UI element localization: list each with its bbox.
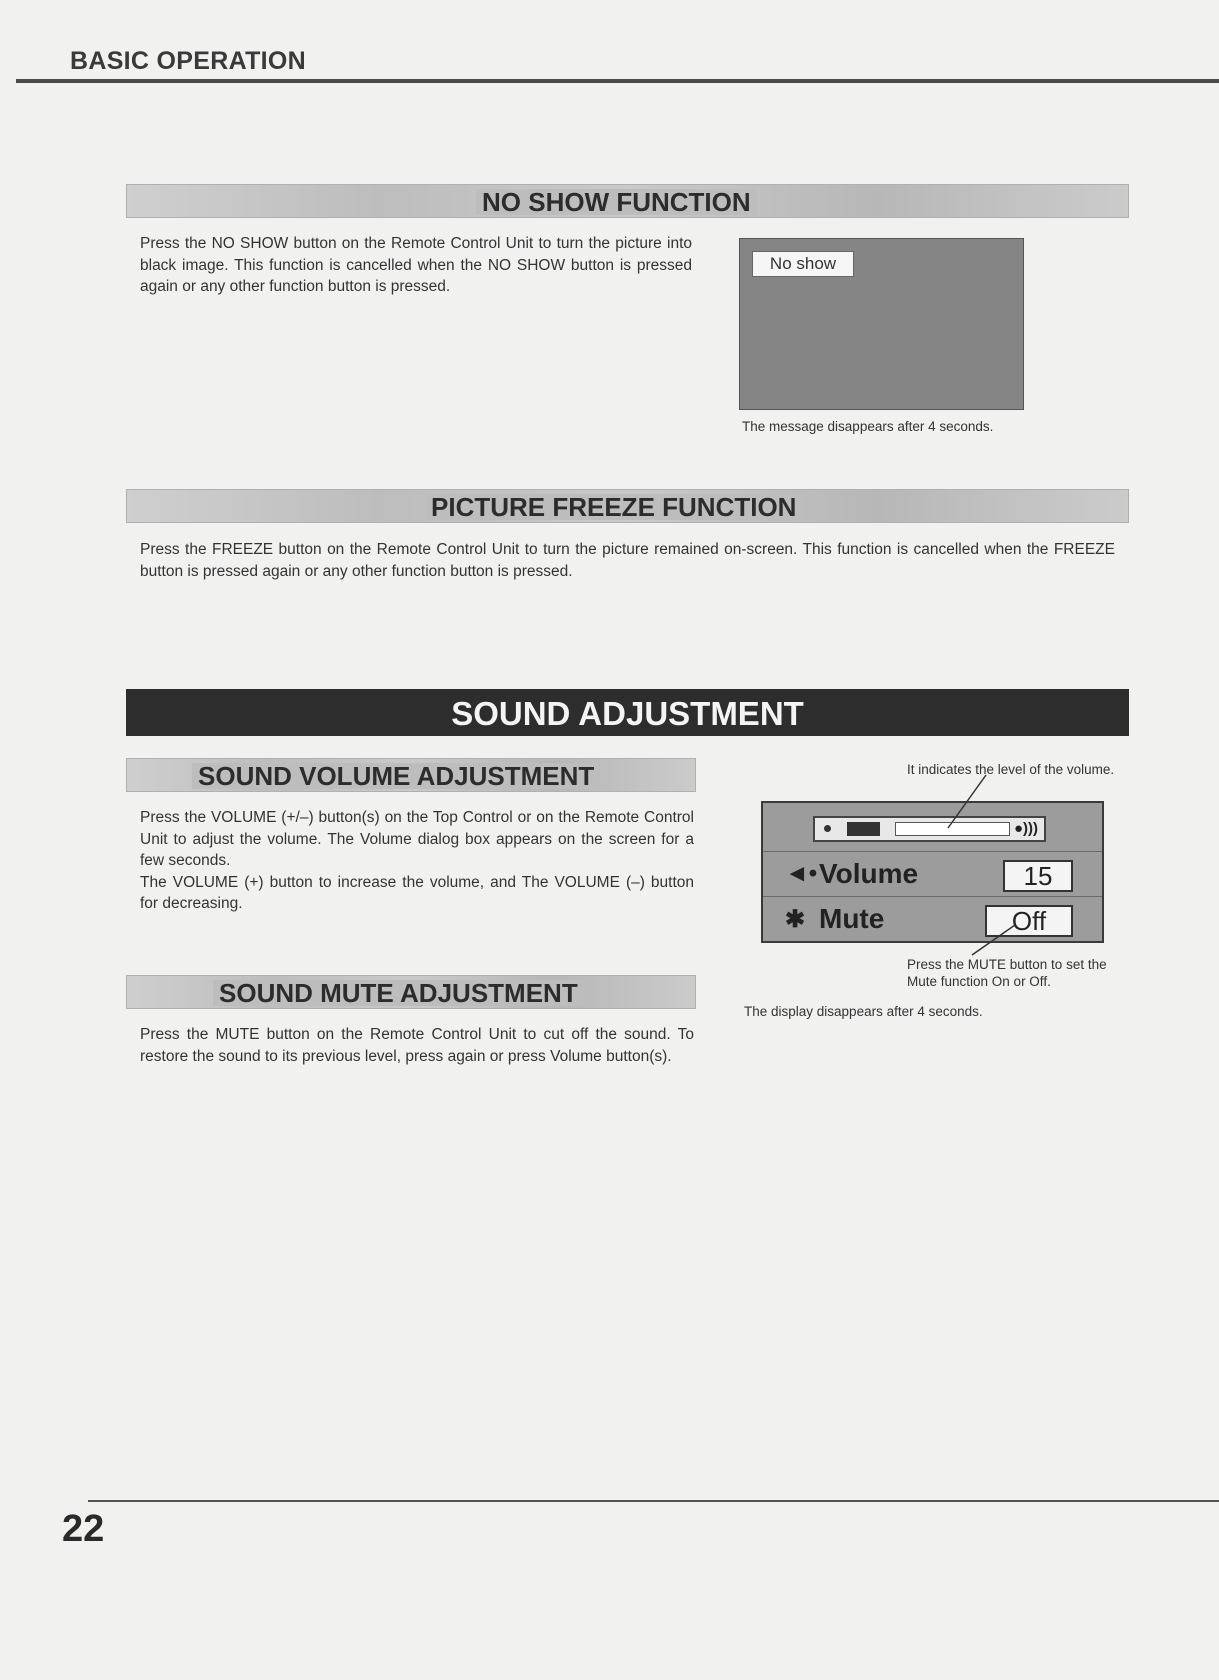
footer-rule [88, 1500, 1219, 1502]
sound-dialog-caption: The display disappears after 4 seconds. [744, 1004, 983, 1019]
speaker-icon: ◄• [785, 860, 818, 887]
mute-callout-pointer [972, 925, 1015, 955]
volume-max-icon: ●))) [1013, 820, 1038, 837]
mute-label: Mute [819, 903, 885, 934]
picture-freeze-title: PICTURE FREEZE FUNCTION [425, 494, 802, 520]
mute-callout-line-2: Mute function On or Off. [907, 974, 1051, 989]
sound-volume-title: SOUND VOLUME ADJUSTMENT [192, 763, 600, 789]
sound-mute-body: Press the MUTE button on the Remote Control Unit to cut off the sound. To restore the sound to its previous level, press again or press Volume button(s). [140, 1026, 694, 1065]
mute-callout-line-1: Press the MUTE button to set the [907, 957, 1107, 972]
volume-callout-pointer [948, 775, 986, 828]
page-number: 22 [62, 1508, 105, 1550]
no-show-title: NO SHOW FUNCTION [476, 189, 757, 215]
sound-mute-title: SOUND MUTE ADJUSTMENT [213, 980, 584, 1006]
volume-level-callout: It indicates the level of the volume. [907, 762, 1115, 777]
mute-value: Off [985, 905, 1073, 937]
sound-volume-body-paragraph-1: Press the VOLUME (+/–) button(s) on the Top Control or on the Remote Control Unit to adjust the volume. The Volume dialog box appears on the screen for a few seconds. [140, 809, 694, 869]
mute-icon: ✱ [785, 906, 806, 933]
volume-value: 15 [1003, 860, 1073, 892]
page-header-title: BASIC OPERATION [70, 47, 306, 75]
picture-freeze-body: Press the FREEZE button on the Remote Control Unit to turn the picture remained on-screen. This function is cancelled when the FREEZE button is pressed again or any other function button is pressed. [140, 541, 1115, 580]
sound-adjustment-title: SOUND ADJUSTMENT [451, 695, 804, 732]
no-show-body: Press the NO SHOW button on the Remote Control Unit to turn the picture into black image. This function is cancelled when the NO SHOW button is pressed again or any other function button is pressed. [140, 235, 692, 295]
sound-volume-body-paragraph-2: The VOLUME (+) button to increase the volume, and The VOLUME (–) button for decreasing. [140, 873, 694, 912]
no-show-caption: The message disappears after 4 seconds. [742, 419, 994, 434]
no-show-screen-label: No show [752, 251, 854, 277]
volume-label: Volume [819, 858, 919, 889]
